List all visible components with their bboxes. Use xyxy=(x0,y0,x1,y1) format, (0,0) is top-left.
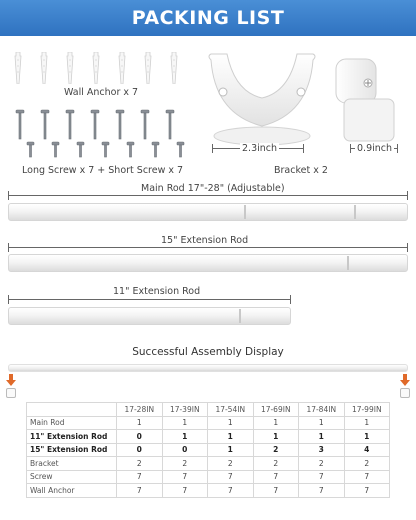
table-row xyxy=(27,470,390,484)
bracket-width-label: 2.3inch xyxy=(242,143,278,154)
short-screw-icon xyxy=(177,142,184,157)
wall-anchor-icon xyxy=(118,52,126,84)
table-cell: 1 xyxy=(253,430,299,444)
bracket-depth-label: 0.9inch xyxy=(357,143,393,154)
table-cell: 2 xyxy=(344,457,390,471)
bracket-icon xyxy=(400,388,410,398)
column-header: 17-39IN xyxy=(162,403,208,417)
long-screw-icon xyxy=(16,110,24,139)
table-cell: 7 xyxy=(117,484,163,498)
long-screw-icon xyxy=(166,110,174,139)
table-corner xyxy=(27,403,117,417)
wall-anchor-icon xyxy=(144,52,152,84)
wall-anchor-icon xyxy=(92,52,100,84)
table-cell: 1 xyxy=(162,416,208,430)
table-cell: 0 xyxy=(117,443,163,457)
table-cell: 4 xyxy=(344,443,390,457)
assembly-title: Successful Assembly Display xyxy=(132,346,284,358)
table-cell: 7 xyxy=(162,484,208,498)
row-label: Bracket xyxy=(27,457,117,471)
ext11-rod-label: 11" Extension Rod xyxy=(110,286,203,297)
short-screw-icon xyxy=(77,142,84,157)
row-label: 11" Extension Rod xyxy=(27,430,117,444)
main-rod-label: Main Rod 17"-28" (Adjustable) xyxy=(138,183,288,194)
ext11-rod-image xyxy=(8,307,291,325)
long-screw-icon xyxy=(141,110,149,139)
column-header: 17-99IN xyxy=(344,403,390,417)
table-cell: 2 xyxy=(117,457,163,471)
table-cell: 0 xyxy=(162,443,208,457)
table-row xyxy=(27,430,390,444)
long-screw-icon xyxy=(91,110,99,139)
column-header: 17-54IN xyxy=(208,403,254,417)
screws-image xyxy=(10,108,195,160)
arrow-down-icon xyxy=(400,374,410,386)
wall-anchor-icon xyxy=(170,52,178,84)
table-cell: 2 xyxy=(253,457,299,471)
table-cell: 3 xyxy=(299,443,345,457)
wall-anchor-label: Wall Anchor x 7 xyxy=(64,87,139,98)
table-cell: 1 xyxy=(208,443,254,457)
row-label: 15" Extension Rod xyxy=(27,443,117,457)
column-header: 17-69IN xyxy=(253,403,299,417)
screw-label: Long Screw x 7 + Short Screw x 7 xyxy=(22,165,184,176)
table-row xyxy=(27,443,390,457)
table-header-row xyxy=(27,403,390,417)
table-cell: 1 xyxy=(117,416,163,430)
table-cell: 1 xyxy=(208,416,254,430)
short-screw-icon xyxy=(127,142,134,157)
table-cell: 2 xyxy=(162,457,208,471)
wall-anchor-icon xyxy=(40,52,48,84)
long-screw-icon xyxy=(41,110,49,139)
table-cell: 7 xyxy=(344,484,390,498)
long-screw-icon xyxy=(66,110,74,139)
table-cell: 7 xyxy=(344,470,390,484)
row-label: Wall Anchor xyxy=(27,484,117,498)
short-screw-icon xyxy=(102,142,109,157)
table-cell: 7 xyxy=(299,484,345,498)
table-cell: 1 xyxy=(208,430,254,444)
table-cell: 2 xyxy=(299,457,345,471)
main-rod-image xyxy=(8,203,408,221)
table-cell: 1 xyxy=(344,416,390,430)
table-cell: 1 xyxy=(299,416,345,430)
configuration-table xyxy=(26,402,390,498)
row-label: Main Rod xyxy=(27,416,117,430)
table-cell: 2 xyxy=(253,443,299,457)
ext15-rod-label: 15" Extension Rod xyxy=(158,235,251,246)
table-row xyxy=(27,416,390,430)
table-cell: 7 xyxy=(253,470,299,484)
table-cell: 1 xyxy=(344,430,390,444)
table-cell: 1 xyxy=(299,430,345,444)
long-screw-icon xyxy=(116,110,124,139)
short-screw-icon xyxy=(152,142,159,157)
bracket-label: Bracket x 2 xyxy=(274,165,328,176)
wall-anchors-image xyxy=(10,50,190,86)
column-header: 17-28IN xyxy=(117,403,163,417)
short-screw-icon xyxy=(52,142,59,157)
table-cell: 7 xyxy=(208,484,254,498)
table-cell: 7 xyxy=(253,484,299,498)
ext15-rod-image xyxy=(8,254,408,272)
table-cell: 2 xyxy=(208,457,254,471)
bracket-icon xyxy=(6,388,16,398)
assembled-rod-image xyxy=(8,364,408,372)
table-cell: 7 xyxy=(162,470,208,484)
table-cell: 7 xyxy=(208,470,254,484)
table-row xyxy=(27,484,390,498)
table-cell: 7 xyxy=(117,470,163,484)
arrow-down-icon xyxy=(6,374,16,386)
page-title: PACKING LIST xyxy=(131,7,285,29)
column-header: 17-84IN xyxy=(299,403,345,417)
table-cell: 0 xyxy=(117,430,163,444)
short-screw-icon xyxy=(27,142,34,157)
table-row xyxy=(27,457,390,471)
wall-anchor-icon xyxy=(14,52,22,84)
table-cell: 7 xyxy=(299,470,345,484)
wall-anchor-icon xyxy=(66,52,74,84)
table-cell: 1 xyxy=(162,430,208,444)
header-banner xyxy=(0,0,416,36)
row-label: Screw xyxy=(27,470,117,484)
side-bracket-icon xyxy=(330,55,400,145)
u-bracket-icon xyxy=(205,52,320,147)
table-cell: 1 xyxy=(253,416,299,430)
